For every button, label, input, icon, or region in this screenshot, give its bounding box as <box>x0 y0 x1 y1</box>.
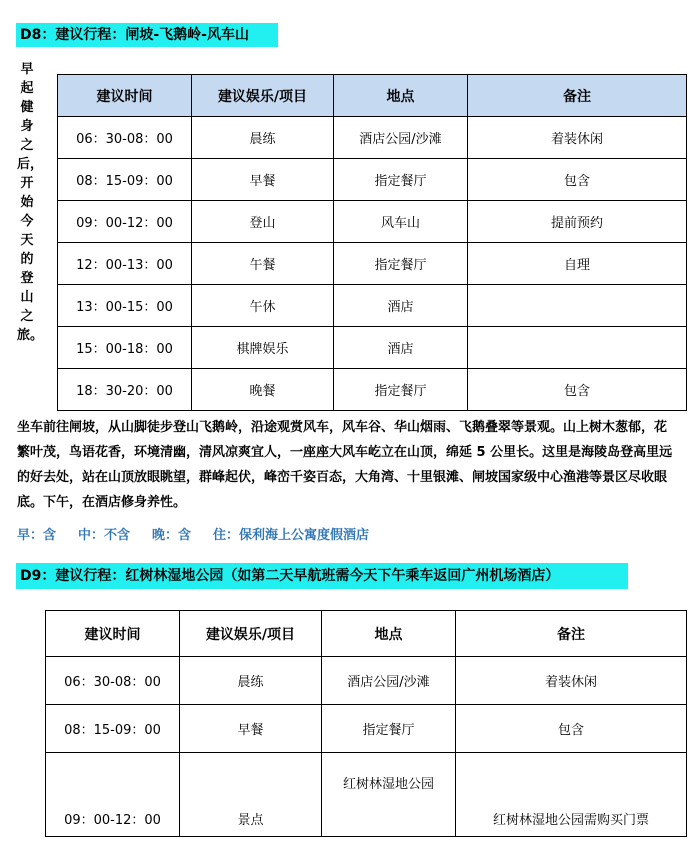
cell-note-text: 红树林湿地公园需购买门票 <box>492 813 649 828</box>
header-activity: 建议娱乐/项目 <box>192 75 334 117</box>
cell-place: 酒店公园/沙滩 <box>334 117 468 159</box>
table-row <box>58 201 687 243</box>
table-row <box>58 285 687 327</box>
cell-activity: 晨练 <box>180 657 322 705</box>
cell-place <box>322 753 456 837</box>
cell-activity: 早餐 <box>192 159 334 201</box>
cell-activity <box>180 753 322 837</box>
cell-place: 指定餐厅 <box>334 369 468 411</box>
day8-side-note: 早起健身之后，开始今天的登山之旅。 <box>17 62 44 343</box>
cell-place-text: 红树林湿地公园 <box>342 777 434 792</box>
cell-note: 包含 <box>456 705 687 753</box>
header-time: 建议时间 <box>58 75 192 117</box>
day8-meals-info <box>17 524 391 543</box>
cell-time: 13：00-15：00 <box>58 285 192 327</box>
table-header-row <box>58 75 687 117</box>
cell-note: 提前预约 <box>468 201 687 243</box>
day8-description: 坐车前往闸坡，从山脚徒步登山飞鹅岭，沿途观赏风车，风车谷、华山烟雨、飞鹅叠翠等景观。山上树木葱郁，花繁叶茂，鸟语花香，环境清幽，清风凉爽宜人，一座座大风车屹立在山顶，绵延 5 公里长。这里是海陵岛登高里远的好去处，站在山顶放眼眺望，群峰起伏，峰峦千姿百态，大角湾、十里银滩、闸坡国家级中心渔港等景区尽收眼底。下午，在酒店修身养性。 <box>17 420 673 510</box>
cell-time: 12：00-13：00 <box>58 243 192 285</box>
cell-place: 风车山 <box>334 201 468 243</box>
cell-place: 指定餐厅 <box>322 705 456 753</box>
cell-activity: 晚餐 <box>192 369 334 411</box>
cell-activity: 棋牌娱乐 <box>192 327 334 369</box>
cell-note: 着装休闲 <box>468 117 687 159</box>
cell-activity: 午休 <box>192 285 334 327</box>
table-row <box>46 657 687 705</box>
hotel-info: 住：保利海上公寓度假酒店 <box>213 528 370 543</box>
day8-schedule-table <box>57 74 687 411</box>
cell-activity: 午餐 <box>192 243 334 285</box>
table-row <box>58 327 687 369</box>
cell-time: 18：30-20：00 <box>58 369 192 411</box>
header-place: 地点 <box>334 75 468 117</box>
cell-activity: 晨练 <box>192 117 334 159</box>
cell-place: 指定餐厅 <box>334 243 468 285</box>
cell-place: 指定餐厅 <box>334 159 468 201</box>
cell-activity: 登山 <box>192 201 334 243</box>
cell-time-text: 09：00-12：00 <box>64 813 161 828</box>
table-row <box>46 705 687 753</box>
cell-time: 09：00-12：00 <box>58 201 192 243</box>
table-row <box>58 117 687 159</box>
table-row <box>58 369 687 411</box>
cell-time <box>46 753 180 837</box>
day8-title: D8：建议行程：闸坡-飞鹅岭-风车山 <box>16 23 278 47</box>
header-note: 备注 <box>468 75 687 117</box>
header-time: 建议时间 <box>46 611 180 657</box>
cell-time: 06：30-08：00 <box>58 117 192 159</box>
cell-note <box>468 327 687 369</box>
day9-title: D9：建议行程：红树林湿地公园（如第二天早航班需今天下午乘车返回广州机场酒店） <box>16 563 628 589</box>
cell-note: 自理 <box>468 243 687 285</box>
meal-lunch: 中：不含 <box>78 528 131 543</box>
cell-note <box>456 753 687 837</box>
table-row <box>58 243 687 285</box>
cell-note <box>468 285 687 327</box>
day9-schedule-table <box>45 610 687 837</box>
header-activity: 建议娱乐/项目 <box>180 611 322 657</box>
meal-dinner: 晚：含 <box>152 528 192 543</box>
cell-time: 08：15-09：00 <box>46 705 180 753</box>
table-header-row <box>46 611 687 657</box>
meal-breakfast: 早：含 <box>17 528 57 543</box>
cell-time: 08：15-09：00 <box>58 159 192 201</box>
cell-time: 06：30-08：00 <box>46 657 180 705</box>
cell-note: 包含 <box>468 159 687 201</box>
cell-activity-text: 景点 <box>237 813 264 828</box>
cell-place: 酒店公园/沙滩 <box>322 657 456 705</box>
cell-place: 酒店 <box>334 327 468 369</box>
cell-activity: 早餐 <box>180 705 322 753</box>
header-note: 备注 <box>456 611 687 657</box>
table-row <box>58 159 687 201</box>
header-place: 地点 <box>322 611 456 657</box>
cell-note: 着装休闲 <box>456 657 687 705</box>
table-row <box>46 753 687 837</box>
cell-place: 酒店 <box>334 285 468 327</box>
cell-note: 包含 <box>468 369 687 411</box>
cell-time: 15：00-18：00 <box>58 327 192 369</box>
